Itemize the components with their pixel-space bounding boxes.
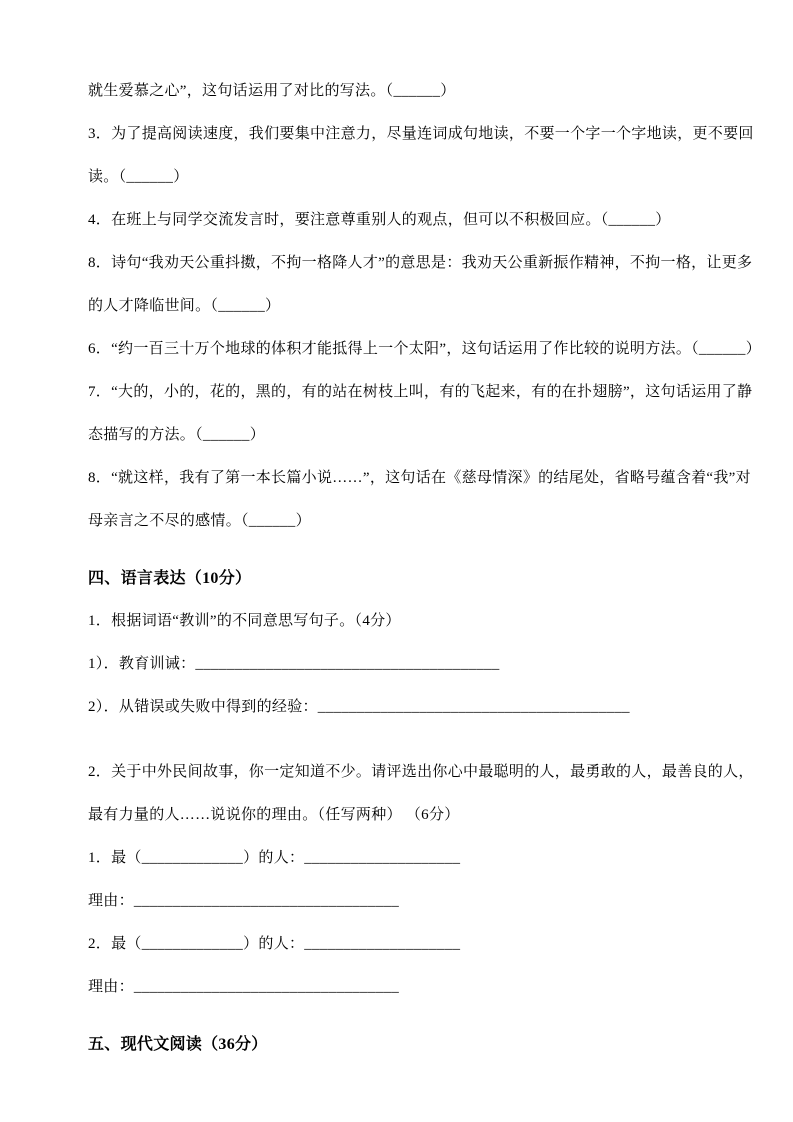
question-7-line-2: 态描写的方法。（______） <box>88 427 266 443</box>
section-4-q1-blank-2: 2）．从错误或失败中得到的经验：________________________________________ <box>88 699 630 715</box>
section-4-q2-answer-1: 1．最（_____________）的人：____________________ <box>88 850 461 866</box>
question-8-line-2: 母亲言之不尽的感情。（______） <box>88 513 311 529</box>
question-8-line-1: 8．“就这样，我有了第一本长篇小说……”，这句话在《慈母情深》的结尾处，省略号蕴含着“我”对 <box>88 470 751 486</box>
question-3-line-2: 读。（______） <box>88 169 189 185</box>
section-heading-4: 四、语言表达（10分） <box>88 570 252 587</box>
section-4-q2-reason-2: 理由：__________________________________ <box>88 979 400 995</box>
section-4-question-1: 1．根据词语“教训”的不同意思写句子。（4分） <box>88 613 401 629</box>
question-7-line-1: 7．“大的，小的，花的，黑的，有的站在树枝上叫，有的飞起来，有的在扑翅膀”，这句话运用了静 <box>88 384 753 400</box>
question-4-line: 4．在班上与同学交流发言时，要注意尊重别人的观点，但可以不积极回应。（______） <box>88 212 671 228</box>
question-6-line: 6．“约一百三十万个地球的体积才能抵得上一个太阳”，这句话运用了作比较的说明方法。（______） <box>88 341 762 357</box>
question-3-line-1: 3．为了提高阅读速度，我们要集中注意力，尽量连词成句地读，不要一个字一个字地读，更不要回 <box>88 126 754 142</box>
question-5-line-2: 的人才降临世间。（______） <box>88 298 281 314</box>
sentence-continuation-line: 就生爱慕之心”，这句话运用了对比的写法。（______） <box>88 83 456 99</box>
section-4-q2-answer-2: 2．最（_____________）的人：____________________ <box>88 936 461 952</box>
section-4-q2-reason-1: 理由：__________________________________ <box>88 893 400 909</box>
section-4-question-2-line-1: 2．关于中外民间故事，你一定知道不少。请评选出你心中最聪明的人，最勇敢的人，最善良的人， <box>88 764 754 780</box>
section-heading-5: 五、现代文阅读（36分） <box>88 1036 268 1053</box>
section-4-q1-blank-1: 1）．教育训诫：_______________________________________ <box>88 656 500 672</box>
section-4-question-2-line-2: 最有力量的人……说说你的理由。（任写两种） （6分） <box>88 807 460 823</box>
question-5-line-1: 8．诗句“我劝天公重抖擞，不拘一格降人才”的意思是：我劝天公重新振作精神，不拘一格，让更多 <box>88 255 753 271</box>
